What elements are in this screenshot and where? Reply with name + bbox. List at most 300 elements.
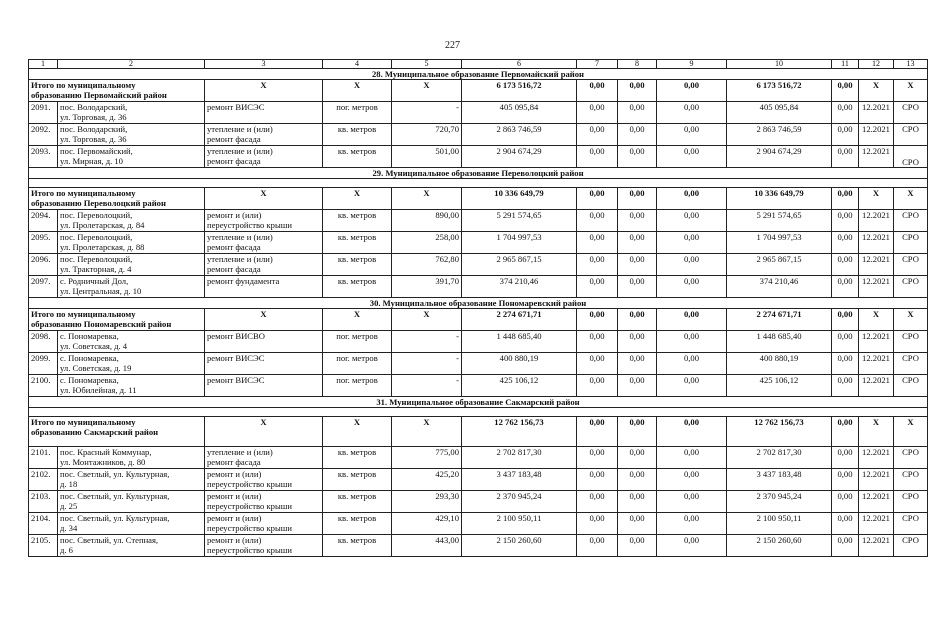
quantity-cell: 890,00 xyxy=(392,210,462,232)
total-label xyxy=(29,188,205,210)
c7-cell: 0,00 xyxy=(577,146,618,168)
c11-cell: 0,00 xyxy=(832,254,859,276)
c9-cell: 0,00 xyxy=(657,232,727,254)
cost-total-cell: 2 965 867,15 xyxy=(462,254,577,276)
work-type-cell xyxy=(205,491,323,513)
c11-cell: 0,00 xyxy=(832,276,859,298)
cost-total-cell: 1 448 685,40 xyxy=(462,331,577,353)
method-cell: СРО xyxy=(894,375,928,397)
total-label-line2: образованию Сакмарский район xyxy=(31,427,159,437)
column-numbers-row xyxy=(29,60,928,69)
quantity-cell: 443,00 xyxy=(392,535,462,557)
address-line2: д. 34 xyxy=(60,523,78,533)
cost-total-cell: 2 370 945,24 xyxy=(462,491,577,513)
total-label-line1: Итого по муниципальному xyxy=(31,80,136,90)
method-cell: СРО xyxy=(894,146,928,168)
c7-cell: 0,00 xyxy=(577,353,618,375)
total-c12: X xyxy=(859,309,894,331)
total-amount: 10 336 649,79 xyxy=(462,188,577,210)
address-line2: ул. Тракторная, д. 4 xyxy=(60,264,132,274)
total-amount-sum: 12 762 156,73 xyxy=(727,417,832,447)
total-c13: X xyxy=(894,80,928,102)
c7-cell: 0,00 xyxy=(577,276,618,298)
deadline-cell: 12.2021 xyxy=(859,146,894,168)
row-number: 2103. xyxy=(29,491,58,513)
c7-cell: 0,00 xyxy=(577,447,618,469)
table-row xyxy=(29,491,928,513)
work-type-line2: переустройство крыши xyxy=(207,501,292,511)
cost-fund-cell: 2 904 674,29 xyxy=(727,146,832,168)
row-number: 2100. xyxy=(29,375,58,397)
table-row xyxy=(29,146,928,168)
c9-cell: 0,00 xyxy=(657,254,727,276)
address-cell xyxy=(58,276,205,298)
deadline-cell: 12.2021 xyxy=(859,469,894,491)
total-amount: 6 173 516,72 xyxy=(462,80,577,102)
total-c9: 0,00 xyxy=(657,80,727,102)
table-row xyxy=(29,254,928,276)
quantity-cell: 501,00 xyxy=(392,146,462,168)
section-total-row xyxy=(29,309,928,331)
total-amount-sum: 6 173 516,72 xyxy=(727,80,832,102)
work-type-line1: утепление и (или) xyxy=(207,447,273,457)
method-cell: СРО xyxy=(894,513,928,535)
c8-cell: 0,00 xyxy=(618,254,657,276)
address-cell xyxy=(58,535,205,557)
row-number: 2105. xyxy=(29,535,58,557)
address-line2: ул. Торговая, д. 36 xyxy=(60,112,127,122)
work-type-line2: ремонт фасада xyxy=(207,457,261,467)
work-type-cell xyxy=(205,146,323,168)
total-c12: X xyxy=(859,417,894,447)
deadline-cell: 12.2021 xyxy=(859,331,894,353)
address-line1: с. Пономаревка, xyxy=(60,331,119,341)
work-type-line1: утепление и (или) xyxy=(207,232,273,242)
col-number: 11 xyxy=(832,60,859,69)
address-line2: ул. Пролетарская, д. 88 xyxy=(60,242,145,252)
total-c11: 0,00 xyxy=(832,80,859,102)
section-title-row xyxy=(29,397,928,408)
table-row xyxy=(29,353,928,375)
cost-total-cell: 1 704 997,53 xyxy=(462,232,577,254)
col-number: 8 xyxy=(618,60,657,69)
address-line2: ул. Пролетарская, д. 84 xyxy=(60,220,145,230)
total-c3: X xyxy=(205,309,323,331)
col-number: 1 xyxy=(29,60,58,69)
c8-cell: 0,00 xyxy=(618,353,657,375)
address-line2: ул. Мирная, д. 10 xyxy=(60,156,123,166)
table-row xyxy=(29,210,928,232)
address-cell xyxy=(58,146,205,168)
total-c11: 0,00 xyxy=(832,188,859,210)
total-c5: X xyxy=(392,309,462,331)
c8-cell: 0,00 xyxy=(618,146,657,168)
total-c11: 0,00 xyxy=(832,417,859,447)
deadline-cell: 12.2021 xyxy=(859,254,894,276)
table-row xyxy=(29,469,928,491)
c9-cell: 0,00 xyxy=(657,513,727,535)
row-number: 2099. xyxy=(29,353,58,375)
c11-cell: 0,00 xyxy=(832,375,859,397)
cost-fund-cell: 2 150 260,60 xyxy=(727,535,832,557)
c11-cell: 0,00 xyxy=(832,124,859,146)
address-line2: д. 25 xyxy=(60,501,78,511)
total-c12: X xyxy=(859,188,894,210)
address-cell xyxy=(58,353,205,375)
address-line1: пос. Переволоцкий, xyxy=(60,254,133,264)
c9-cell: 0,00 xyxy=(657,535,727,557)
spacer-row xyxy=(29,408,928,417)
address-line2: д. 6 xyxy=(60,545,73,555)
work-type-cell xyxy=(205,513,323,535)
cost-fund-cell: 425 106,12 xyxy=(727,375,832,397)
total-amount-sum: 10 336 649,79 xyxy=(727,188,832,210)
unit-cell: кв. метров xyxy=(323,124,392,146)
deadline-cell: 12.2021 xyxy=(859,535,894,557)
c8-cell: 0,00 xyxy=(618,513,657,535)
row-number: 2091. xyxy=(29,102,58,124)
deadline-cell: 12.2021 xyxy=(859,491,894,513)
total-label-line2: образованию Первомайский район xyxy=(31,90,167,100)
work-type-line2: ремонт фасада xyxy=(207,134,261,144)
method-cell: СРО xyxy=(894,124,928,146)
address-line1: пос. Переволоцкий, xyxy=(60,210,133,220)
address-cell xyxy=(58,210,205,232)
c11-cell: 0,00 xyxy=(832,513,859,535)
work-type-line1: ремонт и (или) xyxy=(207,491,262,501)
col-number: 13 xyxy=(894,60,928,69)
c11-cell: 0,00 xyxy=(832,331,859,353)
cost-fund-cell: 1 448 685,40 xyxy=(727,331,832,353)
table-body xyxy=(29,60,928,557)
cost-total-cell: 5 291 574,65 xyxy=(462,210,577,232)
address-line1: пос. Светлый, ул. Культурная, xyxy=(60,469,170,479)
address-cell xyxy=(58,375,205,397)
cost-total-cell: 2 702 817,30 xyxy=(462,447,577,469)
work-type-line1: утепление и (или) xyxy=(207,254,273,264)
cost-fund-cell: 1 704 997,53 xyxy=(727,232,832,254)
c8-cell: 0,00 xyxy=(618,535,657,557)
section-title-row xyxy=(29,298,928,309)
address-cell xyxy=(58,447,205,469)
c7-cell: 0,00 xyxy=(577,102,618,124)
cost-total-cell: 2 863 746,59 xyxy=(462,124,577,146)
col-number: 9 xyxy=(657,60,727,69)
total-c9: 0,00 xyxy=(657,309,727,331)
col-number: 12 xyxy=(859,60,894,69)
c7-cell: 0,00 xyxy=(577,124,618,146)
address-line2: ул. Центральная, д. 10 xyxy=(60,286,142,296)
total-c9: 0,00 xyxy=(657,417,727,447)
total-label xyxy=(29,309,205,331)
cost-fund-cell: 400 880,19 xyxy=(727,353,832,375)
work-type-cell xyxy=(205,254,323,276)
total-amount: 2 274 671,71 xyxy=(462,309,577,331)
quantity-cell: 425,20 xyxy=(392,469,462,491)
unit-cell: кв. метров xyxy=(323,276,392,298)
c9-cell: 0,00 xyxy=(657,375,727,397)
unit-cell: кв. метров xyxy=(323,513,392,535)
table-row xyxy=(29,535,928,557)
total-c13: X xyxy=(894,417,928,447)
work-type-line1: ремонт ВИСВО xyxy=(207,331,265,341)
cost-total-cell: 405 095,84 xyxy=(462,102,577,124)
work-type-cell xyxy=(205,375,323,397)
col-number: 5 xyxy=(392,60,462,69)
spacer-cell xyxy=(29,408,928,417)
work-type-line2: ремонт фасада xyxy=(207,156,261,166)
c8-cell: 0,00 xyxy=(618,276,657,298)
c11-cell: 0,00 xyxy=(832,232,859,254)
address-cell xyxy=(58,102,205,124)
c8-cell: 0,00 xyxy=(618,375,657,397)
col-number: 6 xyxy=(462,60,577,69)
total-label xyxy=(29,417,205,447)
address-line1: пос. Светлый, ул. Культурная, xyxy=(60,491,170,501)
col-number: 3 xyxy=(205,60,323,69)
total-c13: X xyxy=(894,188,928,210)
c7-cell: 0,00 xyxy=(577,331,618,353)
total-c4: X xyxy=(323,309,392,331)
address-line2: ул. Советская, д. 19 xyxy=(60,363,132,373)
method-cell: СРО xyxy=(894,232,928,254)
unit-cell: кв. метров xyxy=(323,210,392,232)
work-type-line1: утепление и (или) xyxy=(207,146,273,156)
cost-fund-cell: 2 965 867,15 xyxy=(727,254,832,276)
work-type-cell xyxy=(205,535,323,557)
row-number: 2094. xyxy=(29,210,58,232)
cost-fund-cell: 5 291 574,65 xyxy=(727,210,832,232)
unit-cell: кв. метров xyxy=(323,146,392,168)
cost-fund-cell: 405 095,84 xyxy=(727,102,832,124)
c8-cell: 0,00 xyxy=(618,447,657,469)
c8-cell: 0,00 xyxy=(618,491,657,513)
total-label-line1: Итого по муниципальному xyxy=(31,417,136,427)
quantity-cell: - xyxy=(392,102,462,124)
cost-total-cell: 374 210,46 xyxy=(462,276,577,298)
address-line2: ул. Монтажников, д. 80 xyxy=(60,457,146,467)
total-label-line2: образованию Переволоцкий район xyxy=(31,198,166,208)
quantity-cell: 720,70 xyxy=(392,124,462,146)
row-number: 2097. xyxy=(29,276,58,298)
quantity-cell: 258,00 xyxy=(392,232,462,254)
deadline-cell: 12.2021 xyxy=(859,124,894,146)
work-type-line1: ремонт и (или) xyxy=(207,535,262,545)
cost-fund-cell: 2 370 945,24 xyxy=(727,491,832,513)
c7-cell: 0,00 xyxy=(577,232,618,254)
method-cell: СРО xyxy=(894,491,928,513)
method-cell: СРО xyxy=(894,276,928,298)
work-type-cell xyxy=(205,210,323,232)
cost-total-cell: 3 437 183,48 xyxy=(462,469,577,491)
deadline-cell: 12.2021 xyxy=(859,102,894,124)
c9-cell: 0,00 xyxy=(657,469,727,491)
method-cell: СРО xyxy=(894,469,928,491)
cost-total-cell: 2 150 260,60 xyxy=(462,535,577,557)
total-c3: X xyxy=(205,417,323,447)
total-c13: X xyxy=(894,309,928,331)
table-row xyxy=(29,124,928,146)
section-title: 30. Муниципальное образование Пономаревский район xyxy=(29,298,928,309)
address-cell xyxy=(58,124,205,146)
row-number: 2095. xyxy=(29,232,58,254)
total-c4: X xyxy=(323,80,392,102)
address-line1: пос. Светлый, ул. Культурная, xyxy=(60,513,170,523)
total-label xyxy=(29,80,205,102)
address-line1: пос. Володарский, xyxy=(60,102,128,112)
total-c8: 0,00 xyxy=(618,417,657,447)
c7-cell: 0,00 xyxy=(577,513,618,535)
c9-cell: 0,00 xyxy=(657,276,727,298)
c9-cell: 0,00 xyxy=(657,353,727,375)
c8-cell: 0,00 xyxy=(618,102,657,124)
row-number: 2101. xyxy=(29,447,58,469)
c7-cell: 0,00 xyxy=(577,375,618,397)
total-c5: X xyxy=(392,417,462,447)
c11-cell: 0,00 xyxy=(832,102,859,124)
deadline-cell: 12.2021 xyxy=(859,447,894,469)
total-c4: X xyxy=(323,417,392,447)
address-cell xyxy=(58,254,205,276)
quantity-cell: 293,30 xyxy=(392,491,462,513)
address-cell xyxy=(58,513,205,535)
total-c12: X xyxy=(859,80,894,102)
c11-cell: 0,00 xyxy=(832,469,859,491)
total-label-line1: Итого по муниципальному xyxy=(31,309,136,319)
work-type-line2: ремонт фасада xyxy=(207,242,261,252)
c7-cell: 0,00 xyxy=(577,210,618,232)
cost-fund-cell: 3 437 183,48 xyxy=(727,469,832,491)
method-cell: СРО xyxy=(894,331,928,353)
c11-cell: 0,00 xyxy=(832,210,859,232)
work-type-line2: ремонт фасада xyxy=(207,264,261,274)
c8-cell: 0,00 xyxy=(618,210,657,232)
row-number: 2104. xyxy=(29,513,58,535)
method-cell: СРО xyxy=(894,353,928,375)
method-cell: СРО xyxy=(894,254,928,276)
total-c5: X xyxy=(392,188,462,210)
address-cell xyxy=(58,469,205,491)
c9-cell: 0,00 xyxy=(657,491,727,513)
section-title: 31. Муниципальное образование Сакмарский район xyxy=(29,397,928,408)
section-title-row xyxy=(29,69,928,80)
c11-cell: 0,00 xyxy=(832,491,859,513)
table-row xyxy=(29,232,928,254)
cost-total-cell: 425 106,12 xyxy=(462,375,577,397)
total-amount-sum: 2 274 671,71 xyxy=(727,309,832,331)
unit-cell: пог. метров xyxy=(323,102,392,124)
cost-total-cell: 2 100 950,11 xyxy=(462,513,577,535)
c8-cell: 0,00 xyxy=(618,232,657,254)
table-row xyxy=(29,102,928,124)
deadline-cell: 12.2021 xyxy=(859,276,894,298)
work-type-line1: ремонт ВИСЭС xyxy=(207,353,265,363)
row-number: 2102. xyxy=(29,469,58,491)
address-line2: ул. Советская, д. 4 xyxy=(60,341,128,351)
table-row xyxy=(29,513,928,535)
work-type-line1: ремонт ВИСЭС xyxy=(207,375,265,385)
work-type-cell xyxy=(205,232,323,254)
section-title: 29. Муниципальное образование Переволоцкий район xyxy=(29,168,928,179)
work-type-cell xyxy=(205,447,323,469)
work-type-cell xyxy=(205,353,323,375)
page-number: 227 xyxy=(445,40,460,51)
total-c9: 0,00 xyxy=(657,188,727,210)
address-line1: с. Родничный Дол, xyxy=(60,276,129,286)
spacer-cell xyxy=(29,179,928,188)
work-type-line2: переустройство крыши xyxy=(207,523,292,533)
total-c7: 0,00 xyxy=(577,188,618,210)
work-type-line1: ремонт и (или) xyxy=(207,513,262,523)
address-line1: пос. Первомайский, xyxy=(60,146,133,156)
work-type-line2: переустройство крыши xyxy=(207,220,292,230)
work-type-line2: переустройство крыши xyxy=(207,479,292,489)
unit-cell: пог. метров xyxy=(323,353,392,375)
total-c8: 0,00 xyxy=(618,80,657,102)
total-c7: 0,00 xyxy=(577,80,618,102)
c8-cell: 0,00 xyxy=(618,124,657,146)
work-type-line1: ремонт и (или) xyxy=(207,469,262,479)
deadline-cell: 12.2021 xyxy=(859,353,894,375)
c11-cell: 0,00 xyxy=(832,447,859,469)
section-title-row xyxy=(29,168,928,179)
row-number: 2098. xyxy=(29,331,58,353)
unit-cell: кв. метров xyxy=(323,447,392,469)
c9-cell: 0,00 xyxy=(657,102,727,124)
cost-fund-cell: 2 702 817,30 xyxy=(727,447,832,469)
address-cell xyxy=(58,232,205,254)
work-type-cell xyxy=(205,331,323,353)
total-c7: 0,00 xyxy=(577,417,618,447)
address-line1: с. Пономаревка, xyxy=(60,375,119,385)
unit-cell: кв. метров xyxy=(323,535,392,557)
c7-cell: 0,00 xyxy=(577,535,618,557)
table-row xyxy=(29,331,928,353)
table-row xyxy=(29,276,928,298)
row-number: 2096. xyxy=(29,254,58,276)
quantity-cell: - xyxy=(392,331,462,353)
col-number: 4 xyxy=(323,60,392,69)
unit-cell: кв. метров xyxy=(323,469,392,491)
address-line1: с. Пономаревка, xyxy=(60,353,119,363)
address-line1: пос. Красный Коммунар, xyxy=(60,447,152,457)
c7-cell: 0,00 xyxy=(577,254,618,276)
capital-repair-table xyxy=(28,59,928,557)
unit-cell: пог. метров xyxy=(323,375,392,397)
method-cell: СРО xyxy=(894,102,928,124)
total-amount: 12 762 156,73 xyxy=(462,417,577,447)
total-label-line1: Итого по муниципальному xyxy=(31,188,136,198)
cost-fund-cell: 374 210,46 xyxy=(727,276,832,298)
section-title: 28. Муниципальное образование Первомайский район xyxy=(29,69,928,80)
total-c8: 0,00 xyxy=(618,188,657,210)
method-cell: СРО xyxy=(894,447,928,469)
total-c7: 0,00 xyxy=(577,309,618,331)
quantity-cell: - xyxy=(392,375,462,397)
total-label-line2: образованию Пономаревский район xyxy=(31,319,172,329)
total-c3: X xyxy=(205,188,323,210)
total-c3: X xyxy=(205,80,323,102)
work-type-cell xyxy=(205,469,323,491)
c9-cell: 0,00 xyxy=(657,124,727,146)
deadline-cell: 12.2021 xyxy=(859,232,894,254)
spacer-row xyxy=(29,179,928,188)
address-line1: пос. Володарский, xyxy=(60,124,128,134)
section-total-row xyxy=(29,417,928,447)
c8-cell: 0,00 xyxy=(618,469,657,491)
quantity-cell: 391,70 xyxy=(392,276,462,298)
address-line1: пос. Светлый, ул. Степная, xyxy=(60,535,159,545)
